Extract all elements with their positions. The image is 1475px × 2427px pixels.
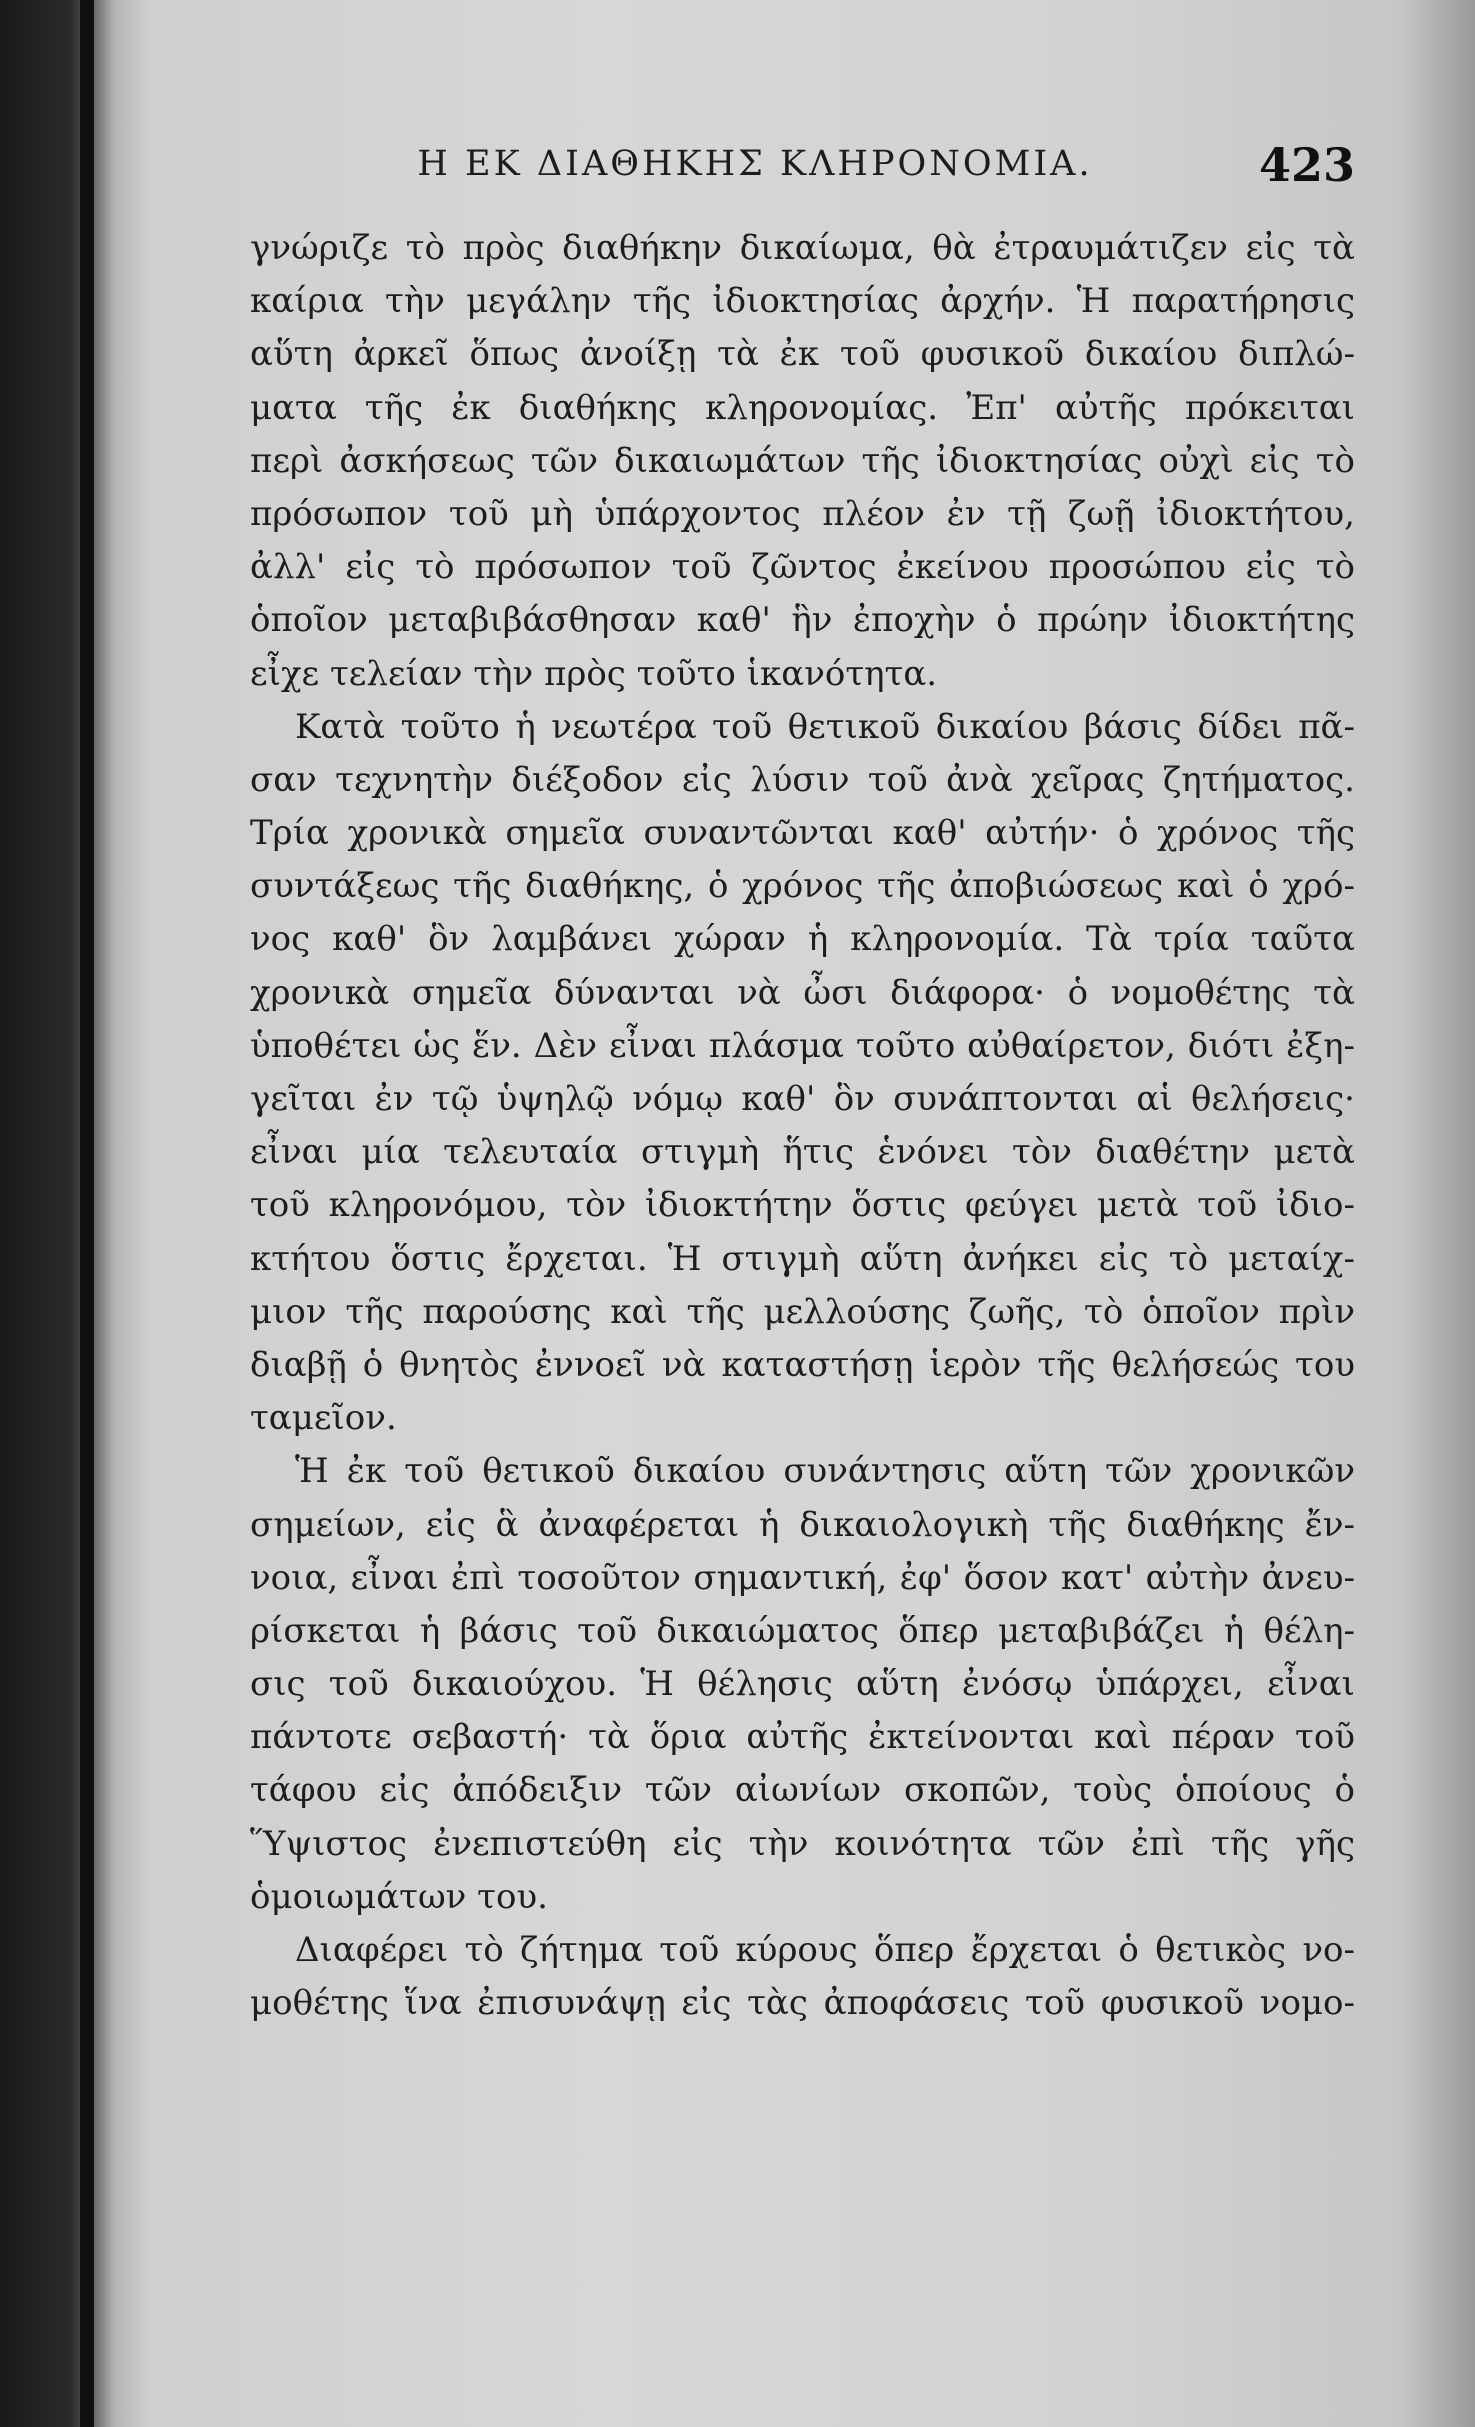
text-line: Ὕψιστος ἐνεπιστεύθη εἰς τὴν κοινότητα τῶν ἐπὶ τῆς γῆς: [250, 1823, 1355, 1864]
text-line: συντάξεως τῆς διαθήκης, ὁ χρόνος τῆς ἀποβιώσεως καὶ ὁ χρό-: [250, 866, 1355, 907]
text-line: διαβῇ ὁ θνητὸς ἐννοεῖ νὰ καταστήσῃ ἱερὸν τῆς θελήσεώς του: [250, 1344, 1355, 1385]
text-line: γνώριζε τὸ πρὸς διαθήκην δικαίωμα, θὰ ἐτραυμάτιζεν εἰς τὰ: [250, 228, 1355, 268]
text-line: ὁμοιωμάτων του.: [250, 1876, 548, 1917]
text-line: ὁποῖον μεταβιβάσθησαν καθ' ἣν ἐποχὴν ὁ πρώην ἰδιοκτήτης: [250, 600, 1355, 641]
text-line: νος καθ' ὃν λαμβάνει χώραν ἡ κληρονομία. Τὰ τρία ταῦτα: [250, 919, 1355, 960]
text-line: πρόσωπον τοῦ μὴ ὑπάρχοντος πλέον ἐν τῇ ζωῇ ἰδιοκτήτου,: [250, 493, 1355, 534]
text-line: ταμεῖον.: [250, 1398, 397, 1439]
text-line: Διαφέρει τὸ ζήτημα τοῦ κύρους ὅπερ ἔρχεται ὁ θετικὸς νο-: [295, 1930, 1355, 1970]
text-line: Ἡ ἐκ τοῦ θετικοῦ δικαίου συνάντησις αὕτη τῶν χρονικῶν: [295, 1451, 1355, 1492]
text-line: μιον τῆς παρούσης καὶ τῆς μελλούσης ζωῆς, τὸ ὁποῖον πρὶν: [250, 1291, 1355, 1332]
text-line: αὕτη ἀρκεῖ ὅπως ἀνοίξῃ τὰ ἐκ τοῦ φυσικοῦ δικαίου διπλώ-: [250, 334, 1355, 375]
text-line: τοῦ κληρονόμου, τὸν ἰδιοκτήτην ὅστις φεύγει μετὰ τοῦ ἰδιο-: [250, 1185, 1355, 1226]
page-number: 423: [1258, 138, 1355, 192]
text-line: Κατὰ τοῦτο ἡ νεωτέρα τοῦ θετικοῦ δικαίου βάσις δίδει πᾶ-: [295, 706, 1355, 747]
text-line: γεῖται ἐν τῷ ὑψηλῷ νόμῳ καθ' ὃν συνάπτονται αἱ θελήσεις·: [250, 1079, 1355, 1119]
text-line: ἀλλ' εἰς τὸ πρόσωπον τοῦ ζῶντος ἐκείνου προσώπου εἰς τὸ: [250, 547, 1355, 588]
text-line: μοθέτης ἵνα ἐπισυνάψῃ εἰς τὰς ἀποφάσεις τοῦ φυσικοῦ νομο-: [250, 1983, 1355, 2024]
text-line: πάντοτε σεβαστή· τὰ ὅρια αὐτῆς ἐκτείνονται καὶ πέραν τοῦ: [250, 1717, 1355, 1758]
text-line: κτήτου ὅστις ἔρχεται. Ἡ στιγμὴ αὕτη ἀνήκει εἰς τὸ μεταίχ-: [250, 1238, 1355, 1279]
text-line: εἶχε τελείαν τὴν πρὸς τοῦτο ἱκανότητα.: [250, 653, 938, 694]
text-line: εἶναι μία τελευταία στιγμὴ ἥτις ἑνόνει τὸν διαθέτην μετὰ: [250, 1132, 1355, 1173]
running-title: Η ΕΚ ΔΙΑΘΗΚΗΣ ΚΛΗΡΟΝΟΜΙΑ.: [417, 144, 1093, 184]
text-line: σις τοῦ δικαιούχου. Ἡ θέλησις αὕτη ἐνόσῳ ὑπάρχει, εἶναι: [250, 1664, 1355, 1705]
text-body: [250, 222, 1355, 2030]
text-line: σαν τεχνητὴν διέξοδον εἰς λύσιν τοῦ ἀνὰ χεῖρας ζητήματος.: [250, 759, 1355, 800]
text-line: Τρία χρονικὰ σημεῖα συναντῶνται καθ' αὐτήν· ὁ χρόνος τῆς: [250, 813, 1355, 854]
text-line: νοια, εἶναι ἐπὶ τοσοῦτον σημαντική, ἐφ' ὅσον κατ' αὐτὴν ἀνευ-: [250, 1557, 1355, 1598]
running-head: [250, 138, 1355, 198]
text-line: τάφου εἰς ἀπόδειξιν τῶν αἰωνίων σκοπῶν, τοὺς ὁποίους ὁ: [250, 1770, 1355, 1811]
text-line: σημείων, εἰς ἃ ἀναφέρεται ἡ δικαιολογικὴ τῆς διαθήκης ἔν-: [250, 1504, 1355, 1545]
text-line: ματα τῆς ἐκ διαθήκης κληρονομίας. Ἐπ' αὐτῆς πρόκειται: [250, 387, 1355, 428]
text-line: περὶ ἀσκήσεως τῶν δικαιωμάτων τῆς ἰδιοκτησίας οὐχὶ εἰς τὸ: [250, 440, 1355, 481]
book-spine-shadow: [80, 0, 94, 2427]
text-line: ὑποθέτει ὡς ἕν. Δὲν εἶναι πλάσμα τοῦτο αὐθαίρετον, διότι ἐξη-: [250, 1025, 1355, 1066]
text-line: χρονικὰ σημεῖα δύνανται νὰ ὦσι διάφορα· ὁ νομοθέτης τὰ: [250, 972, 1355, 1013]
text-line: καίρια τὴν μεγάλην τῆς ἰδιοκτησίας ἀρχήν. Ἡ παρατήρησις: [250, 281, 1355, 322]
text-line: ρίσκεται ἡ βάσις τοῦ δικαιώματος ὅπερ μεταβιβάζει ἡ θέλη-: [250, 1610, 1355, 1651]
